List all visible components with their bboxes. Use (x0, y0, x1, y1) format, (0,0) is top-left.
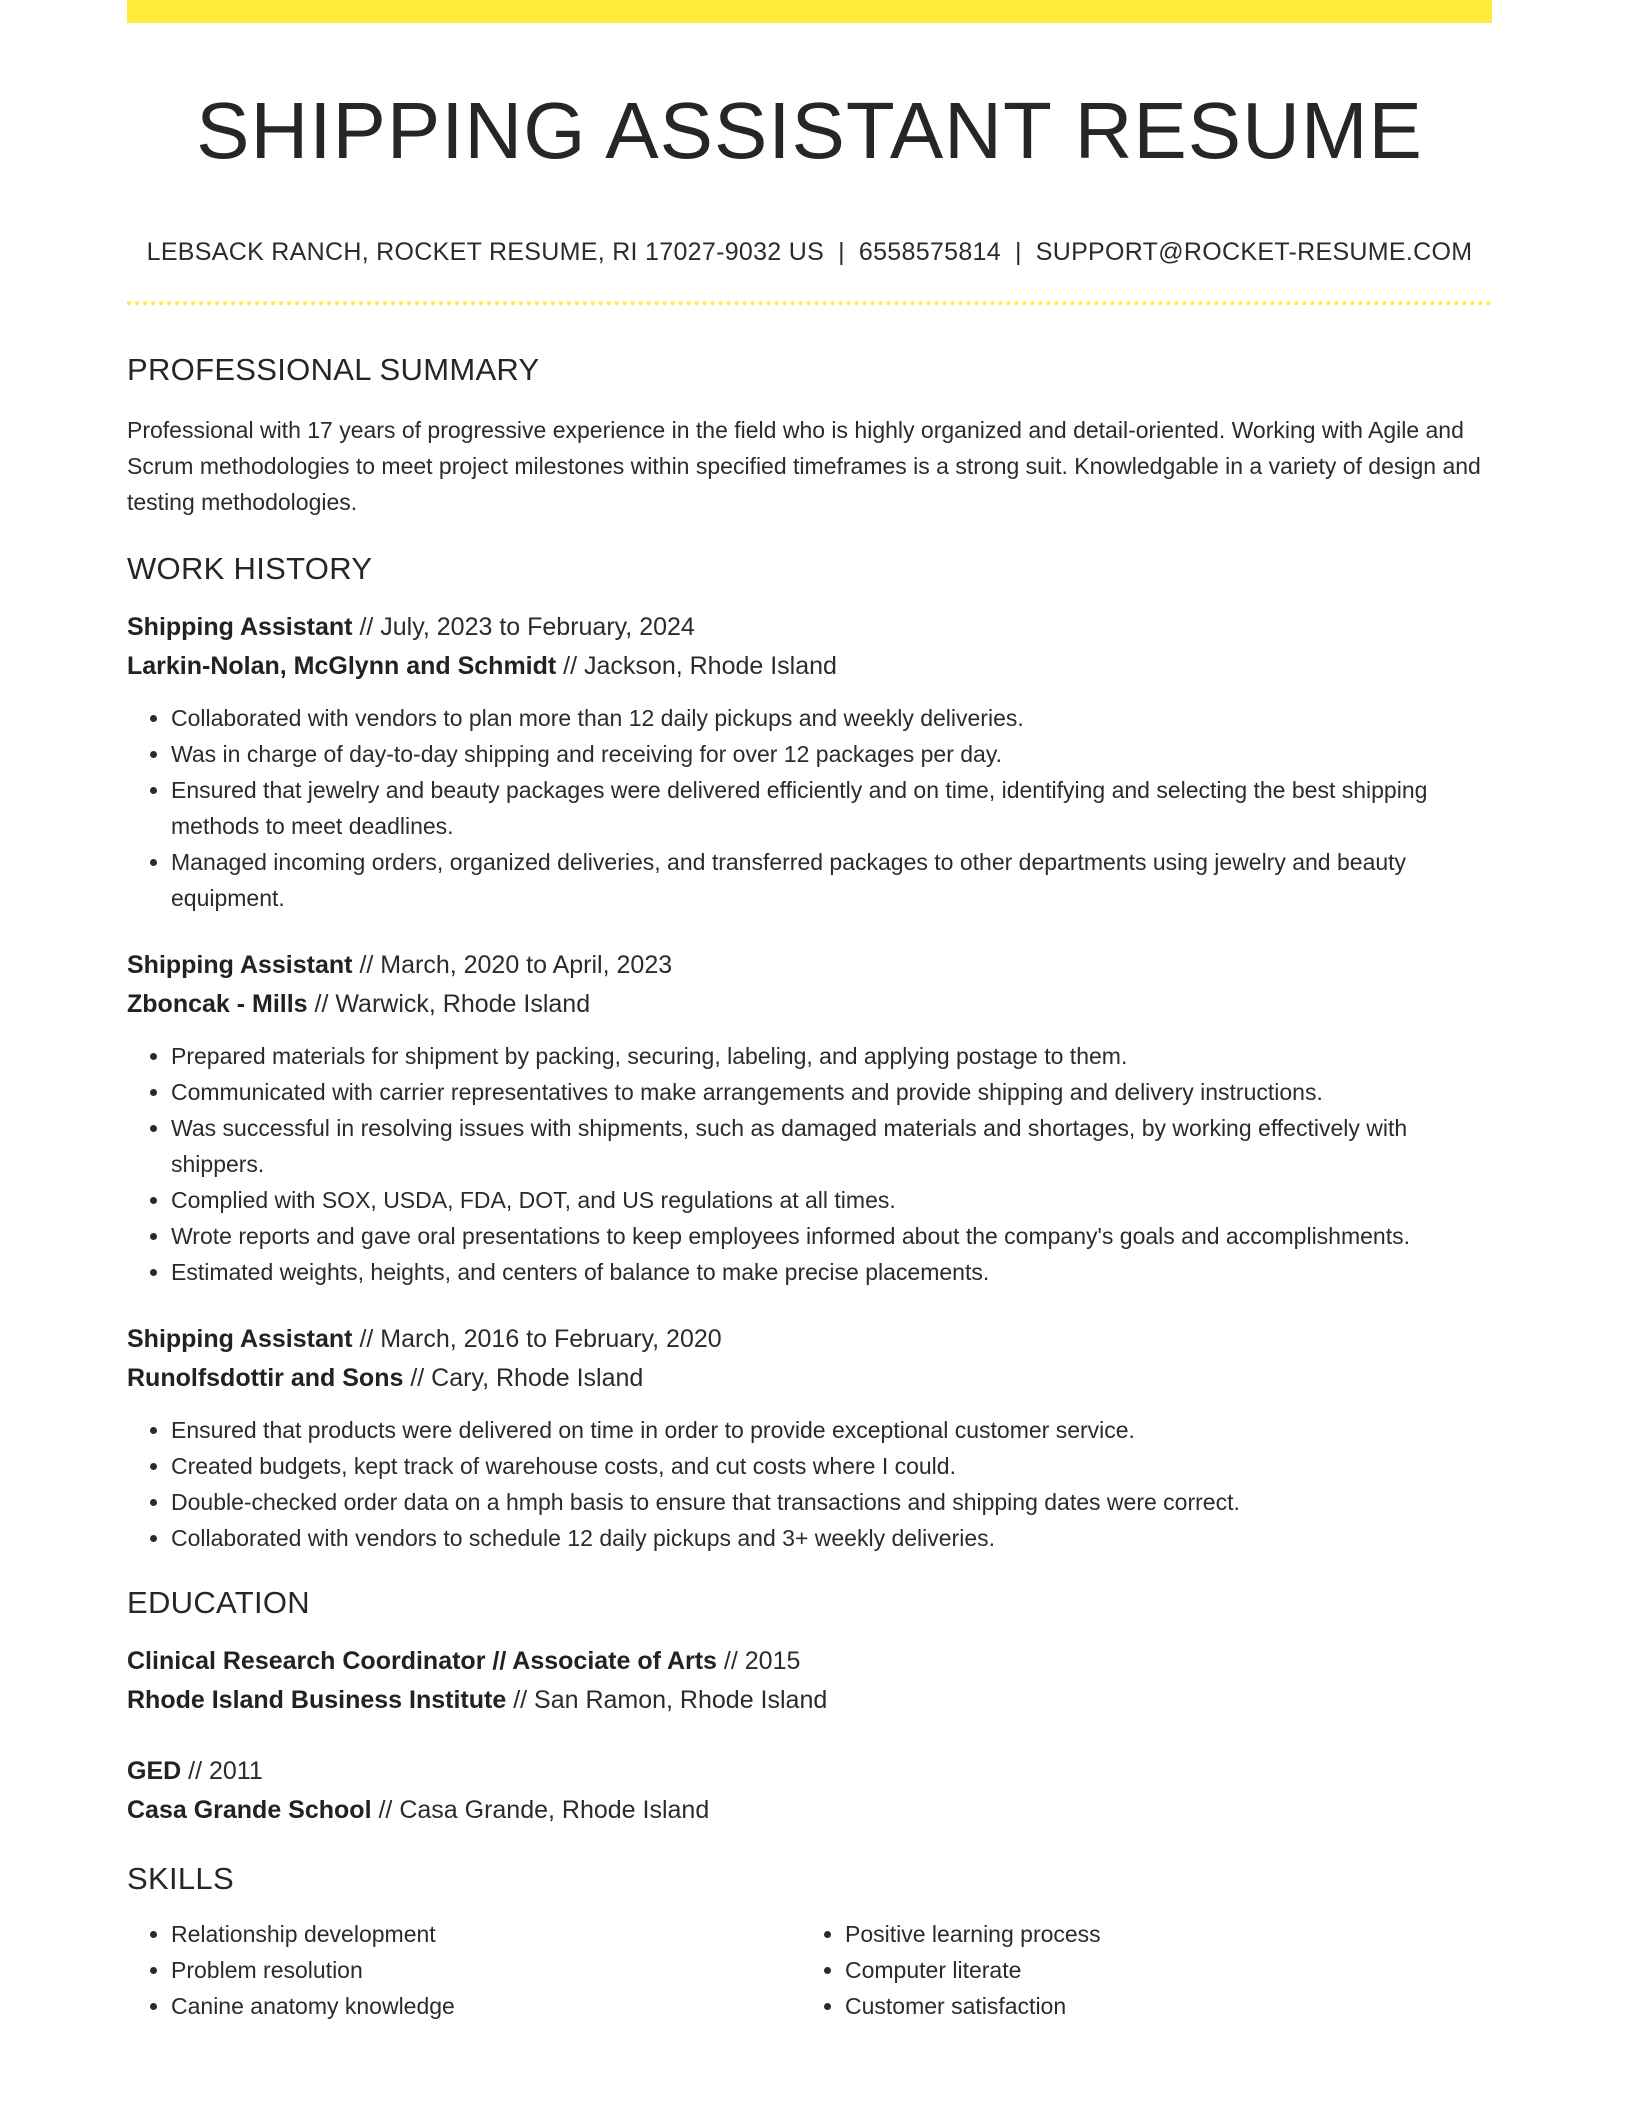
education-location: // Casa Grande, Rhode Island (378, 1796, 710, 1825)
list-item: • Relationship development (171, 1916, 801, 1952)
education-list (127, 1642, 1492, 1830)
summary-text: Professional with 17 years of progressive experience in the field who is highly organized and detail-oriented. Working with Agile and Scrum methodologies to meet project milestones within specified timeframes is a strong suit. Knowledgable in a variety of design and testing methodologies. (127, 417, 1481, 516)
job-title: Shipping Assistant (127, 1325, 353, 1354)
education-degree: Clinical Research Coordinator // Associate of Arts (127, 1647, 717, 1676)
resume-page (127, 0, 1492, 2024)
job-company: Runolfsdottir and Sons (127, 1364, 404, 1393)
education-school-line (127, 1791, 1492, 1830)
education-school: Casa Grande School (127, 1796, 372, 1825)
list-item: • Wrote reports and gave oral presentations to keep employees informed about the company's goals and accomplishments. (171, 1218, 1492, 1254)
job-title: Shipping Assistant (127, 951, 353, 980)
skills-list-left (127, 1916, 801, 2024)
education-location: // San Ramon, Rhode Island (513, 1686, 828, 1715)
contact-email: SUPPORT@ROCKET-RESUME.COM (1035, 238, 1473, 266)
job-dates: // July, 2023 to February, 2024 (359, 613, 695, 642)
list-item: • Prepared materials for shipment by packing, securing, labeling, and applying postage to them. (171, 1038, 1492, 1074)
education-heading: EDUCATION (127, 1585, 310, 1621)
job-company-line (127, 985, 1492, 1024)
job-bullets (127, 700, 1492, 916)
list-item: • Computer literate (845, 1952, 1475, 1988)
job-entry (127, 608, 1492, 916)
education-entry (127, 1642, 1492, 1720)
job-title-line (127, 1320, 1492, 1359)
list-item: • Canine anatomy knowledge (171, 1988, 801, 2024)
list-item: • Collaborated with vendors to schedule 12 daily pickups and 3+ weekly deliveries. (171, 1520, 1492, 1556)
list-item: • Ensured that products were delivered on time in order to provide exceptional customer service. (171, 1412, 1492, 1448)
contact-separator: | (1014, 238, 1022, 266)
list-item: • Communicated with carrier representatives to make arrangements and provide shipping and delivery instructions. (171, 1074, 1492, 1110)
job-bullets (127, 1038, 1492, 1290)
list-item: • Customer satisfaction (845, 1988, 1475, 2024)
education-degree-line (127, 1752, 1492, 1791)
skills-heading: SKILLS (127, 1861, 234, 1897)
list-item: • Positive learning process (845, 1916, 1475, 1952)
list-item: • Managed incoming orders, organized deliveries, and transferred packages to other departments using jewelry and beauty equipment. (171, 844, 1492, 916)
dotted-divider (127, 301, 1492, 305)
skills-list-right (801, 1916, 1475, 2024)
list-item: • Problem resolution (171, 1952, 801, 1988)
work-history-heading: WORK HISTORY (127, 551, 373, 587)
list-item: • Created budgets, kept track of warehouse costs, and cut costs where I could. (171, 1448, 1492, 1484)
job-title-line (127, 608, 1492, 647)
job-location: // Jackson, Rhode Island (563, 652, 837, 681)
education-spacer (127, 1720, 1492, 1752)
education-degree-line (127, 1642, 1492, 1681)
education-year: // 2011 (188, 1757, 263, 1786)
contact-separator: | (838, 238, 845, 266)
summary-heading: PROFESSIONAL SUMMARY (127, 352, 540, 387)
education-school: Rhode Island Business Institute (127, 1686, 507, 1715)
contact-line (127, 237, 1492, 267)
job-title: Shipping Assistant (127, 613, 353, 642)
list-item: • Ensured that jewelry and beauty packages were delivered efficiently and on time, identifying and selecting the best shipping methods to meet deadlines. (171, 772, 1492, 844)
job-bullets (127, 1412, 1492, 1556)
job-location: // Warwick, Rhode Island (314, 990, 591, 1019)
education-year: // 2015 (723, 1647, 801, 1676)
job-dates: // March, 2016 to February, 2020 (359, 1325, 722, 1354)
education-school-line (127, 1681, 1492, 1720)
job-entry (127, 946, 1492, 1290)
list-item: • Collaborated with vendors to plan more than 12 daily pickups and weekly deliveries. (171, 700, 1492, 736)
job-company-line (127, 647, 1492, 686)
list-item: • Estimated weights, heights, and centers of balance to make precise placements. (171, 1254, 1492, 1290)
work-history-list (127, 608, 1492, 1556)
list-item: • Was successful in resolving issues with shipments, such as damaged materials and shortages, by working effectively with shippers. (171, 1110, 1492, 1182)
list-item: • Double-checked order data on a hmph basis to ensure that transactions and shipping dates were correct. (171, 1484, 1492, 1520)
education-degree: GED (127, 1757, 182, 1786)
job-company: Larkin-Nolan, McGlynn and Schmidt (127, 652, 557, 681)
list-item: • Was in charge of day-to-day shipping and receiving for over 12 packages per day. (171, 736, 1492, 772)
contact-phone: 6558575814 (858, 238, 1001, 266)
skills-columns (127, 1916, 1492, 2024)
accent-top-bar (127, 0, 1492, 23)
job-dates: // March, 2020 to April, 2023 (359, 951, 673, 980)
job-company-line (127, 1359, 1492, 1398)
education-entry (127, 1752, 1492, 1830)
job-location: // Cary, Rhode Island (410, 1364, 644, 1393)
resume-title: SHIPPING ASSISTANT RESUME (196, 86, 1423, 175)
job-company: Zboncak - Mills (127, 990, 308, 1019)
job-title-line (127, 946, 1492, 985)
job-entry (127, 1320, 1492, 1556)
list-item: • Complied with SOX, USDA, FDA, DOT, and US regulations at all times. (171, 1182, 1492, 1218)
contact-address: LEBSACK RANCH, ROCKET RESUME, RI 17027-9032 US (146, 238, 825, 266)
